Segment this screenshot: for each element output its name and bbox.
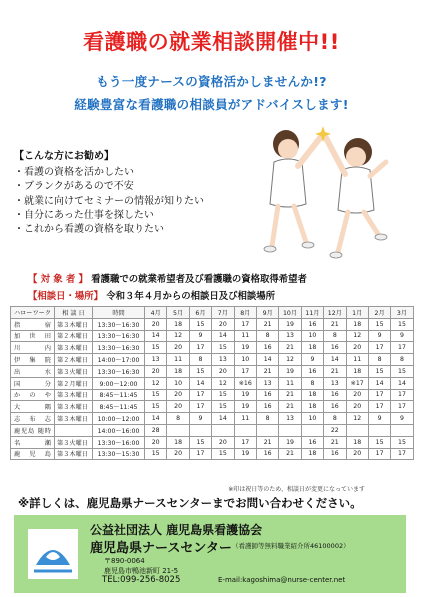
table-header-cell: 5月 [167,307,189,319]
contact-notice: ※詳しくは、鹿児島県ナースセンターまでお問い合わせください。 [18,496,362,510]
table-cell: 川内 [11,342,55,354]
table-cell: 8 [391,354,413,366]
page-title: 看護職の就業相談開催中!! [83,30,340,54]
table-cell: 14 [212,330,234,342]
table-cell: ※17 [346,377,368,389]
schedule-table [10,306,414,460]
table-cell: 14:00〜16:00 [93,424,145,436]
target-label: 【 対 象 者 】 [28,274,88,285]
nurse-center-logo-icon [28,529,78,579]
table-cell: 17 [368,401,390,413]
table-cell: 加世田 [11,330,55,342]
table-cell: 9 [391,413,413,425]
table-cell: 16 [324,342,346,354]
recommend-heading: 【こんな方にお勧め】 [14,151,114,162]
table-cell: 8 [324,330,346,342]
table-cell: 18 [301,342,323,354]
table-cell: 17 [368,448,390,460]
table-cell: 28 [145,424,167,436]
table-row [11,330,414,342]
table-cell: 14 [368,377,390,389]
table-cell: 12 [212,377,234,389]
table-body [11,318,414,460]
table-cell: 20 [145,365,167,377]
table-cell: 21 [324,318,346,330]
table-cell [189,424,211,436]
table-cell: 15 [189,365,211,377]
table-cell: 11 [234,330,256,342]
org-name-2-sub: （看護師等無料職業紹介所46100002） [232,542,350,550]
table-cell: 第２木曜日 [55,354,93,366]
table-cell: 19 [234,448,256,460]
table-cell: 15 [368,436,390,448]
table-cell: 20 [212,436,234,448]
table-cell: 国分 [11,377,55,389]
table-cell: 8 [256,413,278,425]
table-cell: 第３火曜日 [55,436,93,448]
table-cell: 20 [346,448,368,460]
table-cell: 16 [301,436,323,448]
table-cell: 第３木曜日 [55,401,93,413]
table-cell: 19 [234,389,256,401]
table-cell: 16 [324,389,346,401]
table-cell [167,424,189,436]
table-row [11,377,414,389]
table-cell: 15 [145,389,167,401]
table-cell: 13 [145,354,167,366]
table-cell: 15 [212,389,234,401]
table-cell: 19 [279,318,301,330]
table-cell: 第３木曜日 [55,448,93,460]
table-cell: 16 [256,342,278,354]
table-cell: 20 [346,401,368,413]
table-cell: 15 [145,401,167,413]
table-header-cell: 6月 [189,307,211,319]
table-cell: 13:30〜16:30 [93,365,145,377]
table-cell: 伊集院 [11,354,55,366]
table-cell: 15 [368,365,390,377]
address-block [104,556,178,576]
table-cell: 21 [256,436,278,448]
recommend-item: ・看護の資格を活かしたい [14,167,134,179]
date-text: 令和３年４月からの相談日及び相談場所 [106,291,276,302]
table-cell: 18 [167,365,189,377]
table-cell: 15 [368,318,390,330]
table-cell: 第２木曜日 [55,330,93,342]
table-header-cell: 時間 [93,307,145,319]
table-header-cell: 9月 [256,307,278,319]
table-cell: 17 [391,448,413,460]
table-header-cell: 1月 [346,307,368,319]
table-cell: 17 [391,401,413,413]
table-cell: 10 [167,377,189,389]
table-cell: 16 [301,318,323,330]
table-cell: 志布志 [11,413,55,425]
table-row [11,413,414,425]
table-cell: 19 [234,401,256,413]
table-header-cell: 7月 [212,307,234,319]
table-row [11,354,414,366]
table-cell: 13 [279,330,301,342]
table-cell: 9:00〜12:00 [93,377,145,389]
table-cell: 17 [189,389,211,401]
table-cell: 15 [212,342,234,354]
table-cell: 16 [324,401,346,413]
recommend-item: ・ブランクがあるので不安 [14,181,134,193]
subtitle-1: もう一度ナースの資格活かしませんか!? [96,74,327,89]
table-cell: 18 [167,436,189,448]
table-cell: 11 [167,354,189,366]
table-row [11,401,414,413]
table-cell [55,424,93,436]
table-cell [391,424,413,436]
recommend-list [14,150,204,237]
table-cell: 13:30〜15:30 [93,448,145,460]
table-cell: 13:30〜16:30 [93,318,145,330]
table-row [11,436,414,448]
address: 鹿児島市鴨池新町 21-5 [104,567,179,575]
table-cell: 15 [391,365,413,377]
table-cell: 10 [234,354,256,366]
table-cell: 17 [368,389,390,401]
table-header-cell: 3月 [391,307,413,319]
org-name-2: 鹿児島県ナースセンター [90,541,232,556]
table-cell: 8 [189,354,211,366]
table-cell: 21 [279,342,301,354]
table-cell: 第２月曜日 [55,377,93,389]
table-row [11,318,414,330]
table-cell: 16 [256,389,278,401]
table-cell: 13 [212,354,234,366]
table-cell: 8 [324,413,346,425]
table-cell: 8 [256,330,278,342]
table-cell: 18 [301,448,323,460]
org-name-1: 公益社団法人 鹿児島県看護協会 [90,523,263,537]
table-cell: 17 [234,318,256,330]
table-cell: 指宿 [11,318,55,330]
table-cell: 15 [212,401,234,413]
table-cell: 16 [256,448,278,460]
table-cell: 18 [167,318,189,330]
table-cell: 14 [324,354,346,366]
table-cell: 15 [189,318,211,330]
table-cell: 出水 [11,365,55,377]
table-cell: 11 [279,377,301,389]
table-cell: 14 [189,377,211,389]
table-cell: 21 [279,401,301,413]
table-cell [346,424,368,436]
table-cell: 8 [301,377,323,389]
table-cell: 20 [167,401,189,413]
table-cell: 15 [145,448,167,460]
table-cell: 22 [324,424,346,436]
table-header-cell: 11月 [301,307,323,319]
table-row [11,342,414,354]
table-cell: 15 [391,318,413,330]
table-cell: 18 [301,401,323,413]
table-row [11,365,414,377]
table-cell: 17 [189,401,211,413]
table-cell: 13 [256,377,278,389]
recommend-item: ・自分にあった仕事を探したい [14,209,154,221]
table-cell: 15 [145,342,167,354]
target-text: 看護職での就業希望者及び看護職の資格取得希望者 [91,274,307,285]
table-cell: 10 [301,330,323,342]
table-cell: 16 [324,448,346,460]
table-cell: 13 [279,413,301,425]
table-cell: 21 [279,389,301,401]
table-cell: 15 [189,436,211,448]
table-cell: 18 [301,389,323,401]
table-cell: 20 [167,389,189,401]
table-cell: 12 [167,330,189,342]
table-cell: 12 [145,377,167,389]
table-cell: 21 [324,436,346,448]
table-cell: 11 [234,413,256,425]
table-cell: 9 [189,413,211,425]
recommend-item: ・就業に向けてセミナーの情報が知りたい [14,195,204,207]
table-row [11,389,414,401]
table-cell: 20 [145,436,167,448]
nurses-high-five-illustration [248,122,398,262]
table-cell: 21 [256,318,278,330]
table-cell: 18 [346,318,368,330]
table-cell: 9 [301,354,323,366]
table-cell: 第３木曜日 [55,413,93,425]
table-cell: 13:30〜16:30 [93,342,145,354]
table-cell: 20 [167,448,189,460]
table-cell: 14 [145,330,167,342]
email-link[interactable]: E-mail:kagoshima@nurse-center.net [218,576,346,584]
table-cell: 17 [189,448,211,460]
table-cell: 13:30〜16:30 [93,330,145,342]
table-cell: 13:30〜16:00 [93,436,145,448]
table-cell: 10:00〜12:00 [93,413,145,425]
table-cell: 17 [189,342,211,354]
recommend-item: ・これから看護の資格を取りたい [14,224,164,236]
table-cell: 15 [212,448,234,460]
table-cell: 21 [279,448,301,460]
table-cell: 9 [189,330,211,342]
table-cell: 8:45〜11:45 [93,401,145,413]
table-cell: 17 [391,389,413,401]
subtitle-2: 経験豊富な看護職の相談員がアドバイスします! [74,97,349,112]
table-cell: 17 [234,436,256,448]
table-cell: 12 [346,413,368,425]
table-cell [279,424,301,436]
table-cell [256,424,278,436]
table-cell: 8:45〜11:45 [93,389,145,401]
table-cell: 19 [279,365,301,377]
table-header-cell: 8月 [234,307,256,319]
table-cell: 8 [167,413,189,425]
table-cell: 20 [167,342,189,354]
table-cell: 16 [256,401,278,413]
table-cell: 12 [279,354,301,366]
table-cell: 20 [346,342,368,354]
table-cell: 12 [346,330,368,342]
table-cell: 20 [212,365,234,377]
table-cell [212,424,234,436]
table-cell: 14 [212,413,234,425]
table-cell: 17 [368,342,390,354]
table-cell: 21 [256,365,278,377]
table-cell: 第３木曜日 [55,342,93,354]
table-header-cell: ハローワーク [11,307,55,319]
table-cell: 18 [346,365,368,377]
table-header-row [11,307,414,319]
table-cell: 17 [391,342,413,354]
table-cell: 第３木曜日 [55,389,93,401]
table-header-cell: 10月 [279,307,301,319]
table-cell: 鹿児島 [11,448,55,460]
table-cell: 名瀬 [11,436,55,448]
table-cell: 19 [279,436,301,448]
table-cell [234,424,256,436]
table-header-cell: 2月 [368,307,390,319]
table-cell: 第３火曜日 [55,365,93,377]
table-cell: 8 [368,354,390,366]
holiday-note: ※印は祝日等のため、相談日が変更になっています [228,486,365,493]
table-header-cell: 4月 [145,307,167,319]
table-cell: 9 [368,330,390,342]
table-cell: かのや [11,389,55,401]
table-cell: 14 [145,413,167,425]
table-cell: 大隅 [11,401,55,413]
table-cell: 9 [368,413,390,425]
table-cell: 20 [212,318,234,330]
table-cell [368,424,390,436]
table-cell: 21 [324,365,346,377]
table-cell: 20 [145,318,167,330]
table-cell: 第３木曜日 [55,318,93,330]
table-cell: 11 [346,354,368,366]
table-cell: 鹿児島 随時 [11,424,55,436]
table-cell [301,424,323,436]
table-cell: 17 [234,365,256,377]
table-cell: 14 [256,354,278,366]
table-cell: 18 [346,436,368,448]
tel-number: TEL:099-256-8025 [102,575,181,585]
table-cell: 14 [391,377,413,389]
table-cell: ※16 [234,377,256,389]
table-header-cell: 12月 [324,307,346,319]
table-cell: 10 [301,413,323,425]
table-cell: 16 [301,365,323,377]
table-cell: 9 [391,330,413,342]
table-cell: 19 [234,342,256,354]
table-row [11,424,414,436]
target-section [28,271,307,305]
postal-code: 〒890-0064 [104,557,145,565]
table-header-cell: 相 談 日 [55,307,93,319]
table-cell: 14:00〜17:00 [93,354,145,366]
table-cell: 15 [391,436,413,448]
footer-box [14,515,406,593]
table-cell: 20 [346,389,368,401]
table-row [11,448,414,460]
table-cell: 13 [324,377,346,389]
date-label: 【相談日・場所】 [28,291,104,302]
